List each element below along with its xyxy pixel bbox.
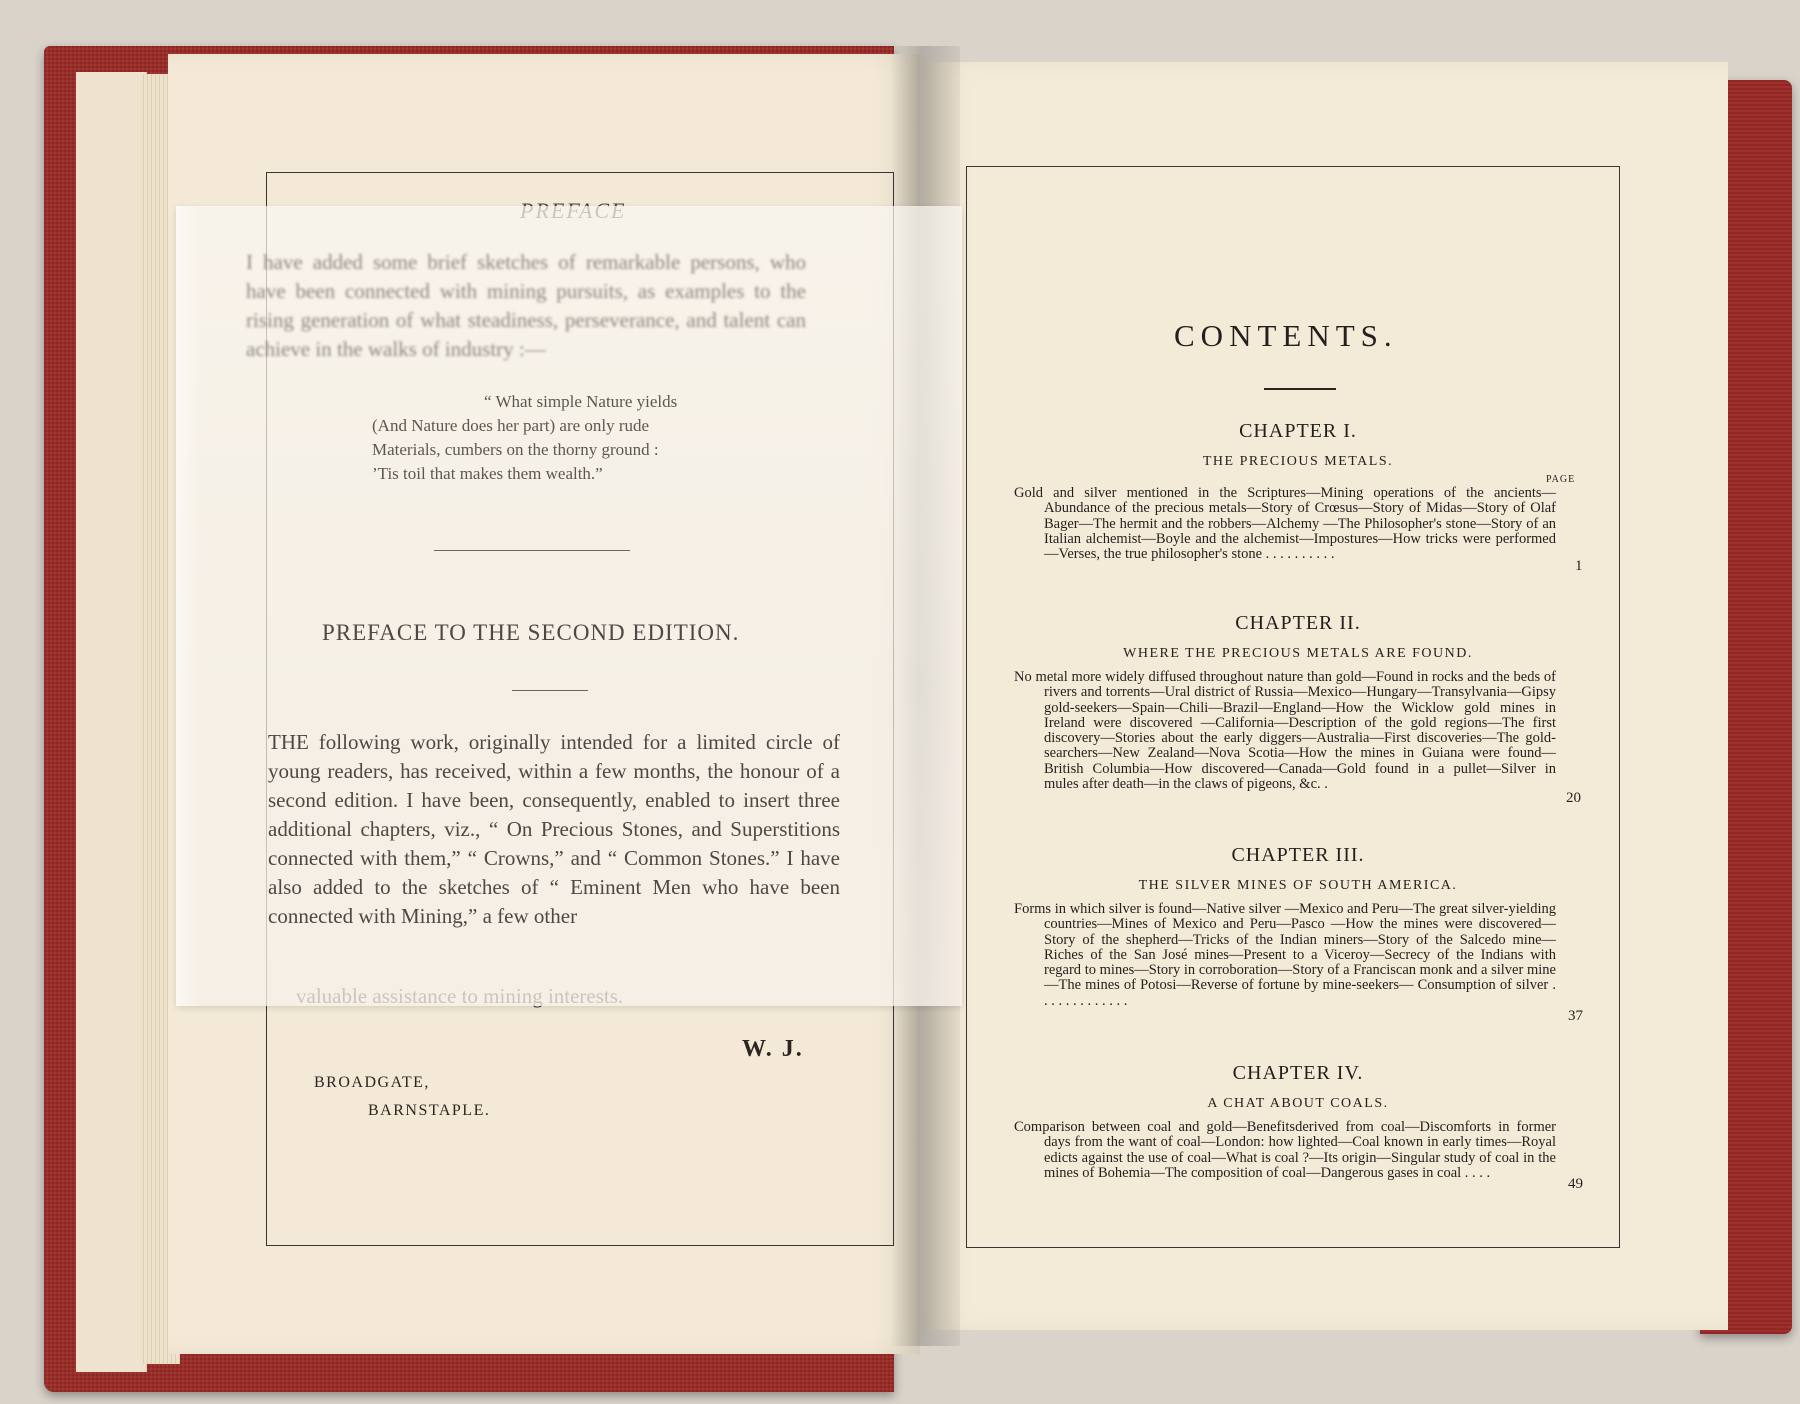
section-divider [434, 550, 630, 551]
chapter-summary: No metal more widely diffused throughout nature than gold—Found in rocks and the beds of rivers and torrents—Ural district of Russia—Mexico—Hungary—Transylvania—Gipsy gold-seekers—Spain—Chili—Brazil—England—How the Wicklow gold mines in Ireland were discovered —California—Description of the gold regions—The first discovery—Stories about the early diggers—Australia—First discoveries—The gold-searchers—New Zealand—Nova Scotia—How the mines in Guiana were found—British Columbia—How discovered—Canada—Gold found in a pullet—Silver in mules after death—in the claws of pigeons, &c. . [1014, 669, 1556, 793]
contents-title: CONTENTS. [1174, 318, 1398, 353]
chapter-summary: Comparison between coal and gold—Benefitsderived from coal—Discomforts in former days from the want of coal—London: how lighted—Coal known in early times—Royal edicts against the use of coal—What is coal ?—Its origin—Singular study of coal in the mines of Bohemia—The composition of coal—Dangerous gases in coal . . . . [1014, 1119, 1556, 1181]
verse-line: “ What simple Nature yields [484, 392, 678, 411]
chapter-heading: CHAPTER II. [1235, 612, 1361, 634]
verse-line: Materials, cumbers on the thorny ground : [372, 440, 659, 459]
contents-rule [1264, 388, 1336, 390]
title-underline [512, 690, 588, 691]
acrylic-edge-highlight [176, 206, 200, 1006]
verse-line: ’Tis toil that makes them wealth.” [372, 464, 603, 483]
chapter-subtitle: WHERE THE PRECIOUS METALS ARE FOUND. [1123, 646, 1473, 661]
second-edition-title: PREFACE TO THE SECOND EDITION. [322, 620, 740, 645]
preface-paragraph: I have added some brief sketches of remarkable persons, who have been connected with mining pursuits, as examples to the rising generation of what steadiness, perseverance, and talent can achieve in the walks of industry :— [246, 250, 806, 361]
chapter-heading: CHAPTER IV. [1232, 1062, 1364, 1084]
verse-line: (And Nature does her part) are only rude [372, 416, 650, 435]
chapter-page-number: 1 [1575, 558, 1583, 574]
chapter-page-number: 20 [1566, 790, 1581, 806]
acrylic-sheet [176, 206, 962, 1006]
page-column-header: PAGE [1546, 474, 1576, 485]
author-initials: W. J. [742, 1036, 804, 1062]
chapter-summary: Gold and silver mentioned in the Scriptures—Mining operations of the ancients—Abundance of the precious metals—Story of Crœsus—Story of Midas—Story of Olaf Bager—The hermit and the robbers—Alchemy —The Philosopher's stone—Story of an Italian alchemist—Boyle and the alchemist—Impostures—How tricks were performed—Verses, the true philosopher's stone . . . . . . . . . . [1014, 485, 1556, 563]
endpaper-strip [76, 72, 147, 1372]
address-line-1: BROADGATE, [314, 1074, 430, 1091]
chapter-subtitle: A CHAT ABOUT COALS. [1207, 1096, 1389, 1111]
chapter-summary: Forms in which silver is found—Native silver —Mexico and Peru—The great silver-yielding countries—Mines of Mexico and Peru—Pasco —How the mines were discovered—Story of the shepherd—Tricks of the Indian miners—Story of the Salcedo mine—Riches of the San José mines—Present to a Viceroy—Secrecy of the Indians with regard to mines—Story in corroboration—Story of a Franciscan monk and a silver mine—The mines of Potosi—Reverse of fortune by mine-seekers— Consumption of silver . . . . . . . . . . . . . [1014, 901, 1556, 1009]
chapter-page-number: 37 [1568, 1008, 1583, 1024]
verse-quote [372, 390, 677, 486]
chapter-heading: CHAPTER I. [1239, 420, 1357, 442]
second-edition-body: THE following work, originally intended for a limited circle of young readers, has received, within a few months, the honour of a second edition. I have been, consequently, enabled to insert three additional chapters, viz., “ On Precious Stones, and Superstitions connected with them,” “ Crowns,” and “ Common Stones.” I have also added to the sketches of “ Eminent Men who have been connected with Mining,” a few other [268, 730, 840, 928]
address-line-2: BARNSTAPLE. [368, 1102, 491, 1119]
chapter-page-number: 49 [1568, 1176, 1583, 1192]
chapter-subtitle: THE SILVER MINES OF SOUTH AMERICA. [1138, 878, 1458, 893]
chapter-subtitle: THE PRECIOUS METALS. [1202, 454, 1394, 469]
chapter-heading: CHAPTER III. [1231, 844, 1365, 866]
